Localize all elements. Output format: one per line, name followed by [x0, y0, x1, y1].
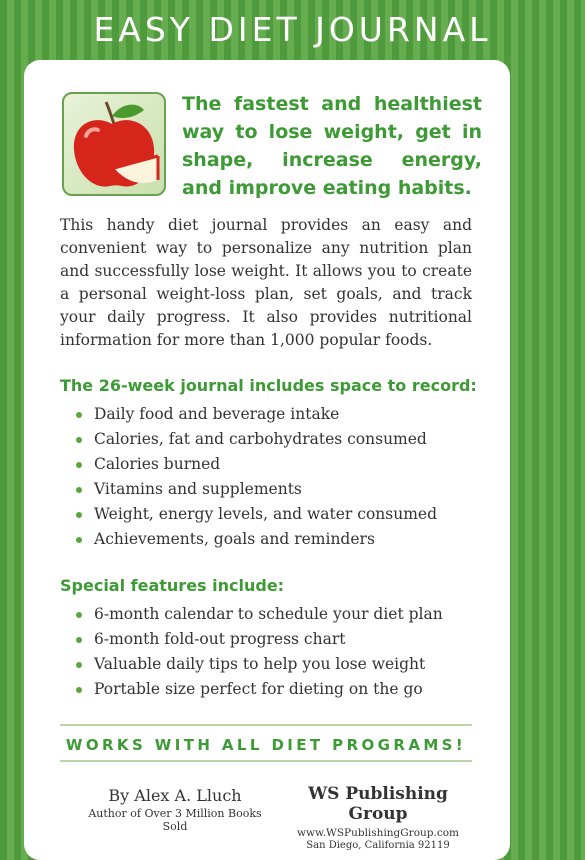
list-item: 6-month fold-out progress chart — [76, 627, 486, 652]
publisher-url: www.WSPublishingGroup.com — [296, 827, 459, 839]
list-item: Daily food and beverage intake — [76, 402, 486, 427]
list-item: Vitamins and supplements — [76, 477, 486, 502]
author-credit: Author of Over 3 Million Books Sold — [88, 807, 262, 833]
header-title: EASY DIET JOURNAL — [93, 10, 492, 49]
content-card — [24, 60, 510, 860]
features-items-list — [76, 602, 486, 702]
apple-icon — [64, 94, 164, 194]
list-item: Valuable daily tips to help you lose weight — [76, 652, 486, 677]
journal-items-list — [76, 402, 486, 552]
publisher-name: WS Publishing Group — [308, 784, 448, 824]
publisher-block — [278, 784, 478, 851]
tagline: The fastest and healthiest way to lose weight, get in shape, increase energy, and improve eating habits. — [182, 93, 482, 199]
divider-top — [60, 724, 472, 726]
list-item: Achievements, goals and reminders — [76, 527, 486, 552]
features-section-heading: Special features include: — [60, 576, 285, 595]
publisher-location: San Diego, California 92119 — [306, 840, 450, 851]
author-name: By Alex A. Lluch — [108, 786, 242, 805]
works-with-banner: WORKS WITH ALL DIET PROGRAMS! — [65, 736, 467, 754]
list-item: 6-month calendar to schedule your diet plan — [76, 602, 486, 627]
journal-section-heading: The 26-week journal includes space to record: — [60, 376, 477, 395]
divider-bottom — [60, 760, 472, 762]
author-block — [80, 786, 270, 833]
list-item: Calories, fat and carbohydrates consumed — [76, 427, 486, 452]
apple-image-box — [62, 92, 166, 196]
list-item: Weight, energy levels, and water consumed — [76, 502, 486, 527]
list-item: Portable size perfect for dieting on the go — [76, 677, 486, 702]
intro-paragraph: This handy diet journal provides an easy and convenient way to personalize any nutrition plan and successfully lose weight. It allows you to create a personal weight-loss plan, set goals, and track your daily progress. It also provides nutritional information for more than 1,000 popular foods. — [60, 216, 472, 349]
list-item: Calories burned — [76, 452, 486, 477]
